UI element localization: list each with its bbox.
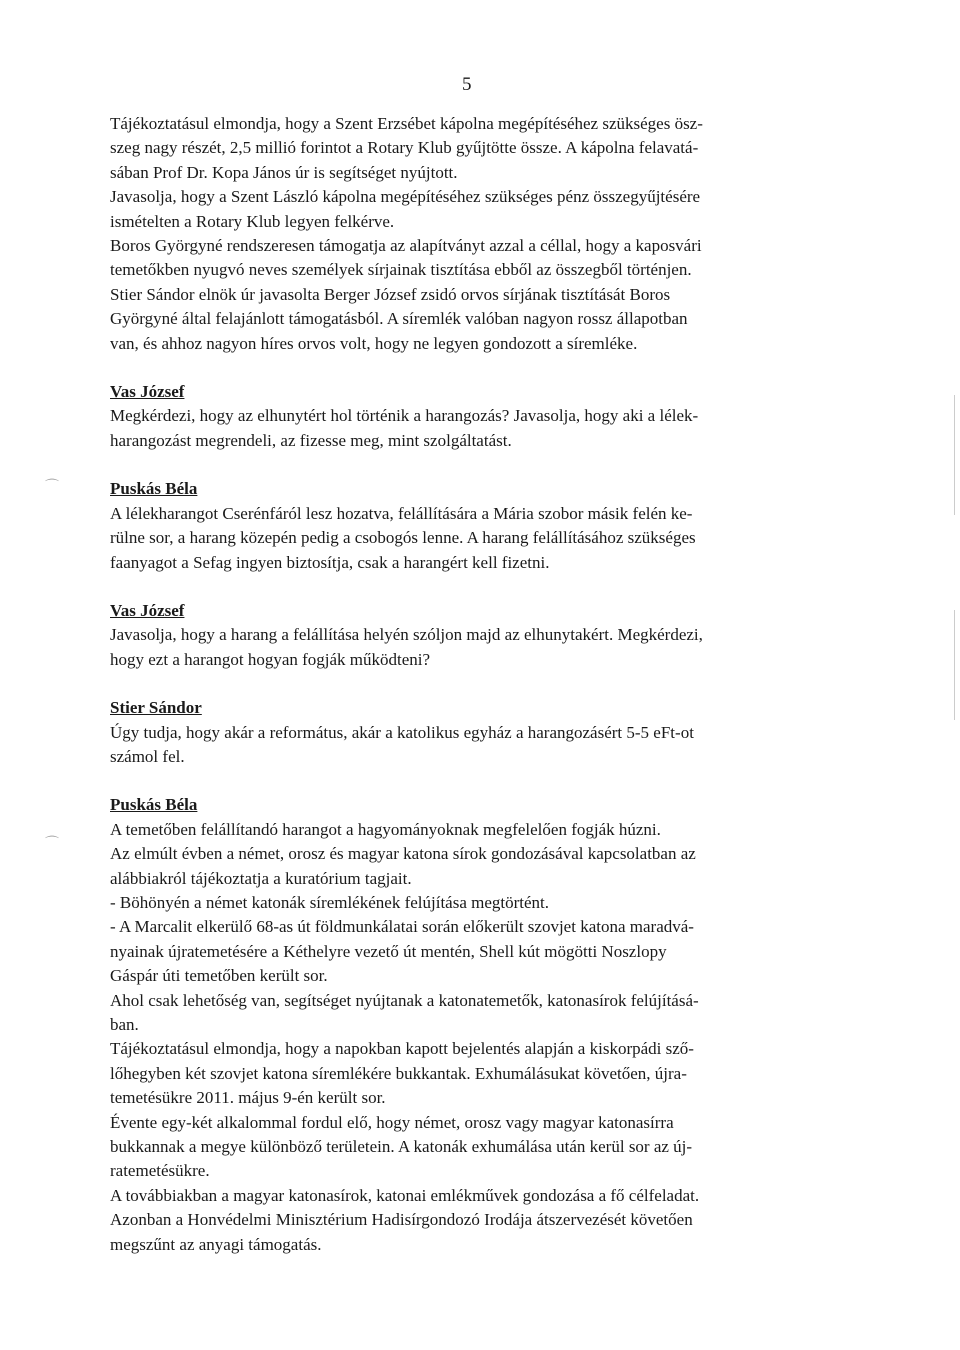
text-line: A lélekharangot Cserénfáról lesz hozatva, felállítására a Mária szobor másik felén ke- (110, 503, 693, 523)
speaker-name: Puskás Béla (110, 795, 198, 815)
text-line: temetésükre 2011. május 9-én került sor. (110, 1088, 386, 1108)
speaker-section (110, 477, 845, 575)
text-line: Tájékoztatásul elmondja, hogy a napokban kapott bejelentés alapján a kiskorpádi sző- (110, 1039, 694, 1059)
block-gap (110, 672, 845, 696)
text-line: ismételten a Rotary Klub legyen felkérve. (110, 211, 395, 231)
text-line: szeg nagy részét, 2,5 millió forintot a Rotary Klub gyűjtötte össze. A kápolna felavatá- (110, 138, 699, 158)
speaker-name: Vas József (110, 382, 185, 402)
text-line: Ahol csak lehetőség van, segítséget nyújtanak a katonatemetők, katonasírok felújításá- (110, 990, 699, 1010)
scan-mark: ⌒ (45, 480, 59, 495)
text-line: Úgy tudja, hogy akár a református, akár a katolikus egyház a harangozásért 5-5 eFt-ot (110, 722, 694, 742)
text-line: A továbbiakban a magyar katonasírok, katonai emlékművek gondozása a fő célfeladat. (110, 1185, 700, 1205)
scan-edge-line (954, 395, 955, 515)
text-line: megszűnt az anyagi támogatás. (110, 1234, 322, 1254)
text-line: Javasolja, hogy a harang a felállítása helyén szóljon majd az elhunytakért. Megkérdezi, (110, 625, 703, 645)
text-line: faanyagot a Sefag ingyen biztosítja, csak a harangért kell fizetni. (110, 552, 550, 572)
text-line: - Böhönyén a német katonák síremlékének felújítása megtörtént. (110, 892, 550, 912)
text-line: Tájékoztatásul elmondja, hogy a Szent Erzsébet kápolna megépítéséhez szükséges ösz- (110, 114, 703, 133)
text-line: lőhegyben két szovjet katona síremlékére bukkantak. Exhumálásukat követően, újra- (110, 1063, 687, 1083)
scan-mark: ⌒ (45, 837, 59, 852)
text-line: Boros Györgyné rendszeresen támogatja az alapítványt azzal a céllal, hogy a kaposvári (110, 236, 702, 256)
text-line: van, és ahhoz nagyon híres orvos volt, hogy ne legyen gondozott a síremléke. (110, 333, 638, 353)
text-line: harangozást megrendeli, az fizesse meg, mint szolgáltatást. (110, 430, 512, 450)
text-line: A temetőben felállítandó harangot a hagyományoknak megfelelően fogják húzni. (110, 819, 661, 839)
text-line: Azonban a Honvédelmi Minisztérium Hadisírgondozó Irodája átszervezését követően (110, 1210, 693, 1230)
speaker-name: Stier Sándor (110, 698, 202, 718)
text-line: Gáspár úti temetőben került sor. (110, 966, 328, 986)
text-line: rülne sor, a harang közepén pedig a csobogós lenne. A harang felállításához szükséges (110, 528, 696, 548)
text-line: bukkannak a megye különböző területein. A katonák exhumálása után kerül sor az új- (110, 1137, 693, 1157)
block-gap (110, 769, 845, 793)
text-line: hogy ezt a harangot hogyan fogják működteni? (110, 649, 431, 669)
speaker-section (110, 599, 845, 672)
text-line: számol fel. (110, 746, 185, 766)
block-gap (110, 356, 845, 380)
text-line: Stier Sándor elnök úr javasolta Berger József zsidó orvos sírjának tisztítását Boros (110, 284, 671, 304)
block-gap (110, 575, 845, 599)
text-line: ratemetésükre. (110, 1161, 210, 1181)
text-line: Évente egy-két alkalommal fordul elő, hogy német, orosz vagy magyar katonasírra (110, 1112, 674, 1132)
speaker-name: Puskás Béla (110, 479, 198, 499)
text-line: Györgyné által felajánlott támogatásból. A síremlék valóban nagyon rossz állapotban (110, 309, 688, 329)
paragraph-block (110, 112, 845, 356)
block-gap (110, 453, 845, 477)
text-line: alábbiakról tájékoztatja a kuratórium tagjait. (110, 868, 412, 888)
speaker-name: Vas József (110, 600, 185, 620)
text-line: Megkérdezi, hogy az elhunytért hol történik a harangozás? Javasolja, hogy aki a lélek- (110, 406, 699, 426)
text-line: Javasolja, hogy a Szent László kápolna megépítéséhez szükséges pénz összegyűjtésére (110, 187, 701, 207)
text-line: ban. (110, 1015, 139, 1034)
speaker-section (110, 793, 845, 1257)
text-line: Az elmúlt évben a német, orosz és magyar katona sírok gondozásával kapcsolatban az (110, 844, 696, 864)
page-number: 5 (462, 74, 472, 95)
text-line: - A Marcalit elkerülő 68-as út földmunkálatai során előkerült szovjet katona maradvá- (110, 917, 694, 937)
document-body (110, 112, 845, 1257)
speaker-section (110, 696, 845, 769)
scan-edge-line (954, 610, 955, 720)
speaker-section (110, 380, 845, 453)
text-line: nyainak újratemetésére a Kéthelyre vezető út mentén, Shell kút mögötti Noszlopy (110, 941, 667, 961)
text-line: sában Prof Dr. Kopa János úr is segítséget nyújtott. (110, 162, 458, 182)
text-line: temetőkben nyugvó neves személyek sírjainak tisztítása ebből az összegből történjen. (110, 260, 692, 280)
